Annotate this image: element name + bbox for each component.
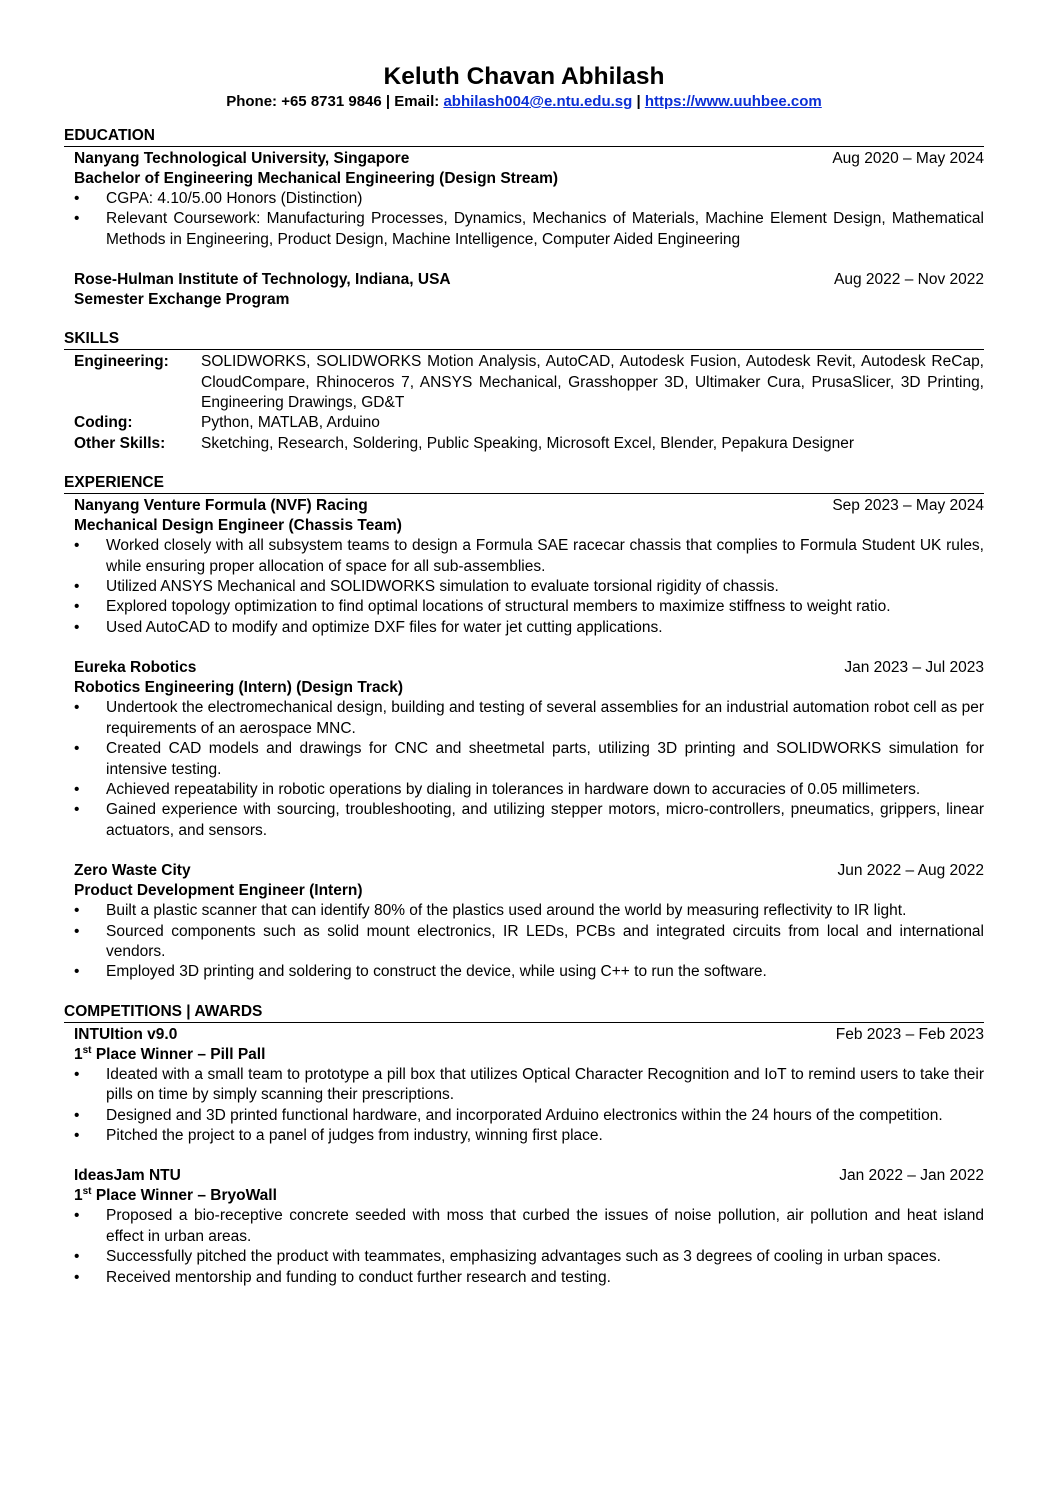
- entry-org: IdeasJam NTU: [74, 1167, 181, 1185]
- entry-role: [74, 1186, 984, 1206]
- place-number: 1: [74, 1045, 83, 1063]
- bullet-item: • Utilized ANSYS Mechanical and SOLIDWORKS simulation to evaluate torsional rigidity of chassis.: [74, 577, 984, 597]
- education-entry: [64, 149, 984, 250]
- bullet-list: [74, 536, 984, 638]
- bullet-item: • Received mentorship and funding to conduct further research and testing.: [74, 1268, 984, 1288]
- entry-role: [74, 1045, 984, 1065]
- experience-entry: [64, 496, 984, 638]
- section-title: SKILLS: [64, 329, 984, 350]
- entry-org: Rose-Hulman Institute of Technology, Indiana, USA: [74, 271, 451, 289]
- entry-org: Zero Waste City: [74, 862, 191, 880]
- bullet-item: • Designed and 3D printed functional hardware, and incorporated Arduino electronics within the 24 hours of the competition.: [74, 1106, 984, 1126]
- entry-date: Jan 2023 – Jul 2023: [844, 659, 984, 677]
- skill-row: [74, 434, 984, 454]
- place-number: 1: [74, 1187, 83, 1205]
- bullet-item: • Employed 3D printing and soldering to construct the device, while using C++ to run the software.: [74, 962, 984, 982]
- entry-role: Robotics Engineering (Intern) (Design Track): [74, 679, 403, 697]
- bullet-item: • CGPA: 4.10/5.00 Honors (Distinction): [74, 189, 984, 209]
- section-title: COMPETITIONS | AWARDS: [64, 1002, 984, 1023]
- skill-label: Engineering:: [74, 353, 169, 371]
- place-suffix: st: [82, 1044, 92, 1056]
- education-entry: [64, 270, 984, 310]
- bullet-list: [74, 189, 984, 250]
- entry-date: Jan 2022 – Jan 2022: [839, 1167, 984, 1185]
- bullet-item: • Created CAD models and drawings for CNC and sheetmetal parts, utilizing 3D printing and SOLIDWORKS simulation for intensive testing.: [74, 739, 984, 780]
- bullet-item: • Ideated with a small team to prototype a pill box that utilizes Optical Character Recognition and IoT to remind users to take their pills on time by simply scanning their prescriptions.: [74, 1065, 984, 1106]
- bullet-item: • Used AutoCAD to modify and optimize DXF files for water jet cutting applications.: [74, 618, 984, 638]
- entry-date: Aug 2020 – May 2024: [832, 150, 984, 167]
- bullet-list: [74, 901, 984, 983]
- bullet-item: • Relevant Coursework: Manufacturing Processes, Dynamics, Mechanics of Materials, Machine Element Design, Mathematical Methods in Engineering, Product Design, Machine Intelligence, Computer Aided Engineering: [74, 209, 984, 250]
- bullet-item: • Explored topology optimization to find optimal locations of structural members to maximize stiffness to weight ratio.: [74, 597, 984, 617]
- entry-date: Feb 2023 – Feb 2023: [835, 1025, 984, 1043]
- bullet-item: • Proposed a bio-receptive concrete seeded with moss that curbed the issues of noise pollution, air pollution and heat island effect in urban areas.: [74, 1206, 984, 1247]
- experience-entry: [64, 658, 984, 841]
- bullet-item: • Pitched the project to a panel of judges from industry, winning first place.: [74, 1126, 984, 1146]
- candidate-name: Keluth Chavan Abhilash: [383, 63, 665, 90]
- awards-section: [64, 1002, 984, 1288]
- bullet-item: • Achieved repeatability in robotic operations by dialing in tolerances in hardware down to accuracies of 0.05 millimeters.: [74, 780, 984, 800]
- bullet-item: • Undertook the electromechanical design, building and testing of several assemblies for an industrial automation robot cell as per requirements of an aerospace MNC.: [74, 698, 984, 739]
- bullet-item: • Sourced components such as solid mount electronics, IR LEDs, PCBs and integrated circuits from local and international vendors.: [74, 922, 984, 963]
- section-title: EXPERIENCE: [64, 473, 984, 494]
- award-entry: [64, 1166, 984, 1288]
- skill-value: Sketching, Research, Soldering, Public Speaking, Microsoft Excel, Blender, Pepakura Designer: [201, 434, 855, 452]
- bullet-item: • Worked closely with all subsystem teams to design a Formula SAE racecar chassis that complies to Formula Student UK rules, while ensuring proper allocation of space for all sub-assemblies.: [74, 536, 984, 577]
- skill-row: [74, 352, 984, 413]
- section-title: EDUCATION: [64, 126, 984, 147]
- contact-separator: |: [632, 93, 645, 110]
- skill-row: [74, 413, 984, 433]
- skills-section: [64, 329, 984, 454]
- entry-org: Eureka Robotics: [74, 659, 197, 677]
- contact-line: [64, 92, 984, 112]
- education-section: [64, 126, 984, 310]
- bullet-list: [74, 698, 984, 841]
- bullet-item: • Built a plastic scanner that can identify 80% of the plastics used around the world by measuring reflectivity to IR light.: [74, 901, 984, 921]
- bullet-item: • Successfully pitched the product with teammates, emphasizing advantages such as 3 degrees of cooling in urban spaces.: [74, 1247, 984, 1267]
- resume-page: [64, 62, 984, 1288]
- phone-text: Phone: +65 8731 9846 | Email:: [226, 93, 444, 110]
- entry-org: Nanyang Technological University, Singapore: [74, 150, 410, 167]
- bullet-list: [74, 1065, 984, 1147]
- skills-table: [64, 352, 984, 454]
- place-title: Place Winner – BryoWall: [91, 1187, 277, 1205]
- entry-role: Product Development Engineer (Intern): [74, 882, 363, 900]
- bullet-list: [74, 1206, 984, 1288]
- website-link[interactable]: https://www.uuhbee.com: [644, 93, 822, 110]
- award-entry: [64, 1025, 984, 1147]
- entry-date: Sep 2023 – May 2024: [832, 497, 984, 515]
- entry-date: Jun 2022 – Aug 2022: [837, 862, 984, 880]
- entry-org: Nanyang Venture Formula (NVF) Racing: [74, 497, 368, 515]
- experience-section: [64, 473, 984, 983]
- entry-date: Aug 2022 – Nov 2022: [834, 271, 984, 289]
- bullet-item: • Gained experience with sourcing, troubleshooting, and utilizing stepper motors, micro-controllers, pneumatics, grippers, linear actuators, and sensors.: [74, 800, 984, 841]
- skill-label: Other Skills:: [74, 434, 166, 452]
- entry-org: INTUItion v9.0: [74, 1025, 178, 1043]
- email-link[interactable]: abhilash004@e.ntu.edu.sg: [443, 93, 633, 110]
- place-suffix: st: [82, 1186, 92, 1198]
- entry-role: Mechanical Design Engineer (Chassis Team): [74, 517, 402, 535]
- entry-role: Bachelor of Engineering Mechanical Engineering (Design Stream): [74, 170, 559, 187]
- experience-entry: [64, 861, 984, 983]
- skill-value: SOLIDWORKS, SOLIDWORKS Motion Analysis, AutoCAD, Autodesk Fusion, Autodesk Revit, Autodesk ReCap, CloudCompare, Rhinoceros 7, ANSYS Mechanical, Grasshopper 3D, Ultimaker Cura, PrusaSlicer, 3D Printing, Engineering Drawings, GD&T: [201, 353, 984, 412]
- place-title: Place Winner – Pill Pall: [91, 1045, 266, 1063]
- skill-value: Python, MATLAB, Arduino: [201, 414, 380, 432]
- entry-role: Semester Exchange Program: [74, 291, 290, 309]
- skill-label: Coding:: [74, 414, 133, 432]
